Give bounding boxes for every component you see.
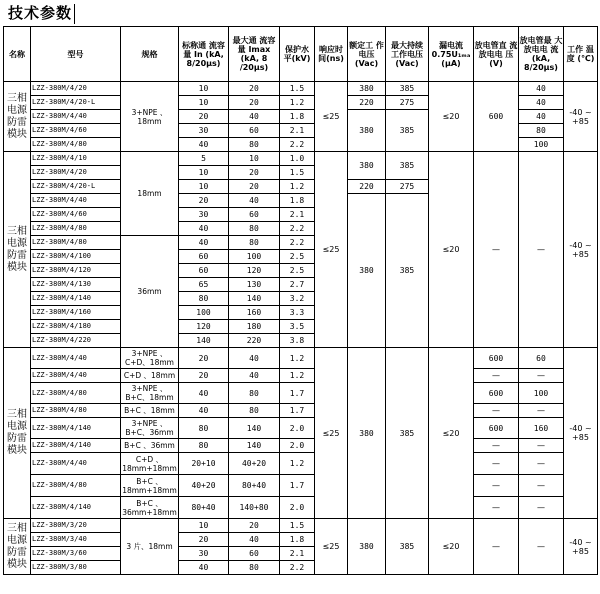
table-cell-in: 80 [179,418,229,439]
table-cell-model: LZZ-380M/4/160 [31,306,121,320]
table-cell-model: LZZ-380M/4/180 [31,320,121,334]
table-cell-in: 120 [179,320,229,334]
table-cell-model: LZZ-380M/4/140 [31,418,121,439]
table-cell-imax: 140+80 [229,497,280,519]
group2-max-voltage-b: 275 [386,180,429,194]
table-cell-spec: B+C 、18mm [121,404,179,418]
table-cell-model: LZZ-380M/4/140 [31,292,121,306]
table-cell-imax: 60 [229,208,280,222]
table-cell-gdt-current: 60 [519,348,564,369]
group1-rated-voltage-c: 380 [348,110,386,152]
table-cell-in: 10 [179,82,229,96]
table-cell-imax: 80 [229,383,280,404]
table-cell-gdt-voltage: — [474,475,519,497]
table-cell-up: 1.0 [280,152,315,166]
header-up: 保护水 平(kV) [280,27,315,82]
table-cell-imax: 80 [229,138,280,152]
table-cell-model: LZZ-380M/4/40 [31,369,121,383]
table-cell-in: 40 [179,236,229,250]
table-cell-up: 2.0 [280,418,315,439]
table-cell-up: 1.8 [280,194,315,208]
group4-rated-voltage: 380 [348,519,386,575]
table-cell-up: 2.2 [280,138,315,152]
table-cell-model: LZZ-380M/4/40 [31,453,121,475]
table-cell-model: LZZ-380M/4/60 [31,124,121,138]
table-cell-imax: 20 [229,180,280,194]
table-cell-in: 20 [179,110,229,124]
table-cell-up: 2.7 [280,278,315,292]
group2-spec-b: 36mm [121,236,179,348]
table-cell-model: LZZ-380M/3/60 [31,547,121,561]
table-cell-gdt-current: 40 [519,82,564,96]
table-cell-imax: 10 [229,152,280,166]
table-cell-in: 60 [179,250,229,264]
table-cell-up: 3.5 [280,320,315,334]
table-cell-model: LZZ-380M/4/80 [31,383,121,404]
table-cell-up: 1.8 [280,110,315,124]
table-cell-gdt-current: — [519,369,564,383]
header-spec: 规格 [121,27,179,82]
table-cell-spec: B+C 、36mm+18mm [122,498,177,517]
table-cell-gdt-current: — [519,453,564,475]
group3-rated-voltage: 380 [348,348,386,519]
table-cell-imax: 80+40 [229,475,280,497]
table-cell-model: LZZ-380M/3/80 [31,561,121,575]
table-cell-in: 20+10 [179,453,229,475]
table-cell-in: 10 [179,519,229,533]
table-cell-gdt-current: 80 [519,124,564,138]
table-cell-model: LZZ-380M/4/20 [31,82,121,96]
table-cell-in: 30 [179,547,229,561]
table-cell-spec: B+C 、36mm [121,439,179,453]
table-cell-model: LZZ-380M/4/100 [31,250,121,264]
table-cell-imax: 60 [229,547,280,561]
table-cell-model: LZZ-380M/4/20-L [31,180,121,194]
table-cell-up: 2.5 [280,250,315,264]
table-cell-gdt-voltage: 600 [474,348,519,369]
table-cell-imax: 140 [229,292,280,306]
group2-rated-voltage-b: 220 [348,180,386,194]
group4-temperature: -40 ~ +85 [564,519,598,575]
table-cell-model: LZZ-380M/4/80 [31,475,121,497]
table-cell-up: 1.7 [280,383,315,404]
table-cell-gdt-current: — [519,497,564,519]
table-cell-model: LZZ-380M/4/140 [31,439,121,453]
table-cell-model: LZZ-380M/4/40 [31,348,121,369]
table-cell-imax: 120 [229,264,280,278]
group2-gdt-voltage: — [474,152,519,348]
table-cell-in: 30 [179,208,229,222]
group2-temperature: -40 ~ +85 [564,152,598,348]
group2-response-time: ≤25 [315,152,348,348]
group1-temperature: -40 ~ +85 [564,82,598,152]
table-cell-in: 10 [179,166,229,180]
group3-leakage: ≤20 [429,348,474,519]
header-gdt-current: 放电管最 大放电电 流(kA, 8/20μs) [519,27,564,82]
table-cell-imax: 80 [229,561,280,575]
table-cell-up: 1.2 [280,369,315,383]
table-cell-model: LZZ-380M/3/40 [31,533,121,547]
group3-name: 三相电源防雷模块 [4,348,31,519]
table-cell-in: 5 [179,152,229,166]
group4-leakage: ≤20 [429,519,474,575]
table-cell-model: LZZ-380M/4/140 [31,497,121,519]
table-cell-model: LZZ-380M/4/40 [31,194,121,208]
table-cell-up: 2.0 [280,497,315,519]
table-cell-model: LZZ-380M/4/220 [31,334,121,348]
group2-name: 三相电源防雷模块 [4,152,31,348]
table-cell-in: 20 [179,194,229,208]
header-max-voltage: 最大持续 工作电压 (Vac) [386,27,429,82]
table-cell-model: LZZ-380M/4/40 [31,110,121,124]
table-cell-in: 100 [179,306,229,320]
group4-gdt-voltage: — [474,519,519,575]
group1-rated-voltage-b: 220 [348,96,386,110]
table-cell-gdt-voltage: 600 [474,383,519,404]
table-cell-imax: 20 [229,82,280,96]
table-cell-up: 2.1 [280,208,315,222]
table-cell-spec: 3+NPE 、B+C、36mm [121,418,179,439]
table-cell-up: 2.2 [280,236,315,250]
group1-rated-voltage-a: 380 [348,82,386,96]
table-cell-in: 60 [179,264,229,278]
table-cell-in: 80+40 [179,497,229,519]
group1-gdt-voltage: 600 [474,82,519,152]
group4-spec: 3 片、18mm [121,519,179,575]
table-cell-gdt-voltage: — [474,404,519,418]
group1-max-voltage-c: 385 [386,110,429,152]
table-cell-in: 40 [179,138,229,152]
table-cell-gdt-current: 40 [519,110,564,124]
group3-response-time: ≤25 [315,348,348,519]
table-cell-imax: 60 [229,124,280,138]
table-cell-up: 2.5 [280,264,315,278]
table-cell-spec: C+D 、18mm [121,369,179,383]
table-cell-imax: 130 [229,278,280,292]
table-cell-gdt-current: 100 [519,138,564,152]
table-cell-imax: 20 [229,166,280,180]
table-cell-up: 2.0 [280,439,315,453]
table-cell-model: LZZ-380M/4/10 [31,152,121,166]
table-cell-gdt-current: — [519,439,564,453]
table-cell-imax: 40 [229,369,280,383]
table-cell-imax: 100 [229,250,280,264]
table-cell-in: 80 [179,292,229,306]
table-cell-model: LZZ-380M/4/80 [31,236,121,250]
table-cell-spec: 3+NPE 、C+D、18mm [121,348,179,369]
table-cell-up: 3.8 [280,334,315,348]
table-cell-up: 2.2 [280,561,315,575]
group2-spec-a: 18mm [121,152,179,236]
group2-rated-voltage-a: 380 [348,152,386,180]
table-cell-in: 40 [179,383,229,404]
table-cell-model: LZZ-380M/4/80 [31,404,121,418]
table-cell-imax: 20 [229,519,280,533]
group1-max-voltage-b: 275 [386,96,429,110]
table-cell-in: 80 [179,439,229,453]
group2-max-voltage-a: 385 [386,152,429,180]
table-cell-up: 1.2 [280,453,315,475]
table-cell-in: 40 [179,404,229,418]
header-name: 名称 [4,27,31,82]
group1-leakage: ≤20 [429,82,474,152]
table-cell-up: 2.1 [280,124,315,138]
table-cell-model: LZZ-380M/4/20 [31,166,121,180]
group2-leakage: ≤20 [429,152,474,348]
table-cell-up: 1.7 [280,404,315,418]
table-cell-imax: 40 [229,348,280,369]
table-cell-up: 1.5 [280,166,315,180]
group2-max-voltage-c: 385 [386,194,429,348]
table-cell-imax: 140 [229,418,280,439]
table-cell-imax: 40+20 [229,453,280,475]
table-cell-in: 40+20 [179,475,229,497]
page-title: 技术参数 [8,4,73,22]
table-cell-gdt-voltage: — [474,453,519,475]
table-cell-imax: 140 [229,439,280,453]
table-cell-up: 1.5 [280,519,315,533]
header-gdt-voltage: 放电管直 流放电电 压(V) [474,27,519,82]
table-cell-in: 20 [179,533,229,547]
table-cell-up: 1.5 [280,82,315,96]
table-cell-in: 40 [179,561,229,575]
table-cell-up: 3.3 [280,306,315,320]
table-cell-model: LZZ-380M/3/20 [31,519,121,533]
table-cell-model: LZZ-380M/4/60 [31,208,121,222]
group4-response-time: ≤25 [315,519,348,575]
group1-name: 三相电源防雷模块 [4,82,31,152]
header-imax: 最大通 流容量 Imax (kA, 8 /20μs) [229,27,280,82]
table-cell-imax: 220 [229,334,280,348]
table-cell-spec: C+D 、18mm+18mm [122,454,177,473]
table-cell-in: 10 [179,96,229,110]
table-cell-model: LZZ-380M/4/120 [31,264,121,278]
group2-gdt-current: — [519,152,564,348]
table-cell-up: 2.2 [280,222,315,236]
group2-rated-voltage-c: 380 [348,194,386,348]
table-cell-gdt-voltage: — [474,439,519,453]
group4-name: 三相电源防雷模块 [4,519,31,575]
table-cell-in: 140 [179,334,229,348]
group1-spec: 3+NPE 、18mm [121,82,179,152]
table-cell-gdt-current: 100 [519,383,564,404]
table-cell-up: 1.8 [280,533,315,547]
table-cell-imax: 40 [229,194,280,208]
table-cell-in: 10 [179,180,229,194]
header-response-time: 响应时 间(ns) [315,27,348,82]
table-cell-gdt-current: — [519,404,564,418]
header-rated-voltage: 额定工 作电压 (Vac) [348,27,386,82]
header-leakage: 漏电流 0.75U₁ₘₐ (μA) [429,27,474,82]
table-cell-imax: 80 [229,404,280,418]
table-cell-spec: 3+NPE 、B+C、18mm [121,383,179,404]
table-cell-in: 20 [179,369,229,383]
table-cell-up: 2.1 [280,547,315,561]
table-cell-up: 1.2 [280,96,315,110]
table-cell-gdt-current: 40 [519,96,564,110]
table-cell-spec: B+C 、18mm+18mm [122,476,177,495]
table-cell-imax: 40 [229,110,280,124]
table-cell-gdt-voltage: 600 [474,418,519,439]
group4-gdt-current: — [519,519,564,575]
group3-temperature: -40 ~ +85 [564,348,598,519]
header-model: 型号 [31,27,121,82]
table-cell-gdt-voltage: — [474,497,519,519]
table-cell-in: 30 [179,124,229,138]
table-cell-up: 1.7 [280,475,315,497]
table-cell-model: LZZ-380M/4/80 [31,138,121,152]
table-cell-imax: 40 [229,533,280,547]
table-cell-imax: 80 [229,222,280,236]
table-cell-up: 1.2 [280,348,315,369]
table-cell-imax: 180 [229,320,280,334]
table-cell-gdt-voltage: — [474,369,519,383]
table-cell-model: LZZ-380M/4/130 [31,278,121,292]
group1-response-time: ≤25 [315,82,348,152]
table-cell-up: 1.2 [280,180,315,194]
table-cell-imax: 160 [229,306,280,320]
table-cell-gdt-current: 160 [519,418,564,439]
table-cell-imax: 20 [229,96,280,110]
table-cell-in: 65 [179,278,229,292]
table-cell-in: 40 [179,222,229,236]
table-cell-up: 3.2 [280,292,315,306]
header-in: 标称通 流容量 In (kA, 8/20μs) [179,27,229,82]
table-cell-model: LZZ-380M/4/80 [31,222,121,236]
title-cursor [74,4,75,24]
group3-max-voltage: 385 [386,348,429,519]
table-cell-imax: 80 [229,236,280,250]
group4-max-voltage: 385 [386,519,429,575]
table-cell-model: LZZ-380M/4/20-L [31,96,121,110]
header-temperature: 工作 温度 (℃) [564,27,598,82]
spec-table [3,26,598,575]
table-cell-in: 20 [179,348,229,369]
table-cell-gdt-current: — [519,475,564,497]
group1-max-voltage-a: 385 [386,82,429,96]
